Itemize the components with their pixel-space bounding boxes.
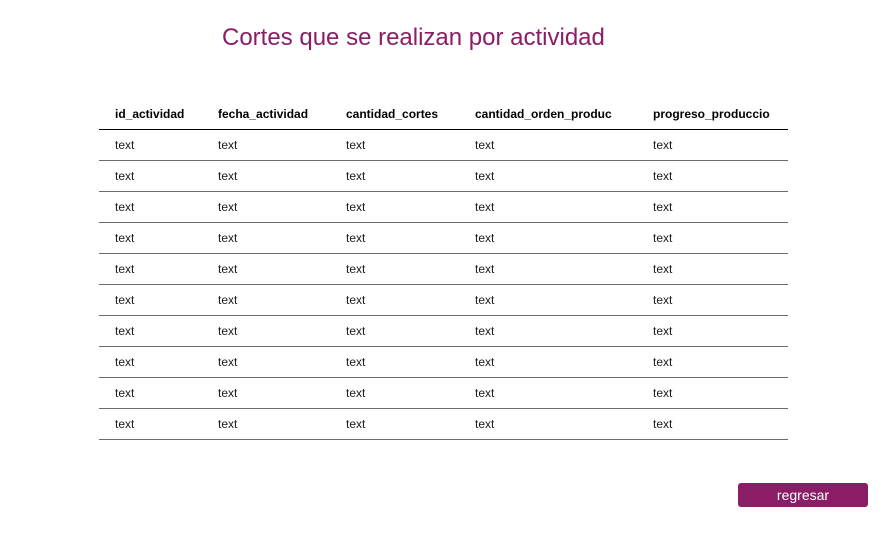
table-cell: text — [330, 130, 459, 161]
table-cell: text — [99, 192, 202, 223]
column-header-cantidad-orden-produc: cantidad_orden_produc — [459, 99, 637, 130]
table-cell: text — [202, 347, 330, 378]
table-cell: text — [99, 378, 202, 409]
table-body — [99, 130, 788, 440]
table-row — [99, 347, 788, 378]
table-cell: text — [330, 378, 459, 409]
back-button[interactable]: regresar — [738, 483, 868, 507]
table-row — [99, 223, 788, 254]
table-cell: text — [202, 161, 330, 192]
table-cell: text — [459, 285, 637, 316]
table-cell: text — [330, 223, 459, 254]
table-cell: text — [637, 347, 788, 378]
table-cell: text — [459, 347, 637, 378]
table-cell: text — [202, 192, 330, 223]
data-table — [99, 99, 788, 440]
table-cell: text — [637, 161, 788, 192]
table-cell: text — [637, 285, 788, 316]
table-row — [99, 285, 788, 316]
column-header-id-actividad: id_actividad — [99, 99, 202, 130]
table-row — [99, 130, 788, 161]
table-header-row — [99, 99, 788, 130]
table-cell: text — [459, 130, 637, 161]
column-header-cantidad-cortes: cantidad_cortes — [330, 99, 459, 130]
table-cell: text — [99, 130, 202, 161]
table-cell: text — [459, 316, 637, 347]
table-row — [99, 254, 788, 285]
table-cell: text — [637, 378, 788, 409]
table-cell: text — [637, 130, 788, 161]
table-cell: text — [99, 316, 202, 347]
table-cell: text — [330, 192, 459, 223]
table-row — [99, 409, 788, 440]
table-cell: text — [202, 378, 330, 409]
table-cell: text — [459, 254, 637, 285]
table-cell: text — [202, 316, 330, 347]
page-title: Cortes que se realizan por actividad — [222, 24, 605, 51]
column-header-progreso-produccio: progreso_produccio — [637, 99, 788, 130]
table-cell: text — [202, 409, 330, 440]
table-cell: text — [330, 161, 459, 192]
table-cell: text — [330, 254, 459, 285]
table-cell: text — [99, 254, 202, 285]
table-cell: text — [637, 316, 788, 347]
table-cell: text — [459, 409, 637, 440]
column-header-fecha-actividad: fecha_actividad — [202, 99, 330, 130]
table-cell: text — [330, 409, 459, 440]
table-cell: text — [99, 409, 202, 440]
table-cell: text — [99, 347, 202, 378]
table-cell: text — [202, 223, 330, 254]
table-row — [99, 316, 788, 347]
table-row — [99, 192, 788, 223]
table-cell: text — [459, 192, 637, 223]
table-cell: text — [99, 285, 202, 316]
table-cell: text — [330, 285, 459, 316]
table-cell: text — [99, 161, 202, 192]
table-cell: text — [637, 192, 788, 223]
table-cell: text — [330, 347, 459, 378]
table-cell: text — [99, 223, 202, 254]
table-cell: text — [637, 254, 788, 285]
table-cell: text — [459, 223, 637, 254]
table-row — [99, 161, 788, 192]
table-cell: text — [202, 285, 330, 316]
table-cell: text — [459, 378, 637, 409]
table-cell: text — [202, 130, 330, 161]
table-row — [99, 378, 788, 409]
table-cell: text — [202, 254, 330, 285]
table-cell: text — [459, 161, 637, 192]
table-cell: text — [637, 223, 788, 254]
table-cell: text — [330, 316, 459, 347]
table-cell: text — [637, 409, 788, 440]
